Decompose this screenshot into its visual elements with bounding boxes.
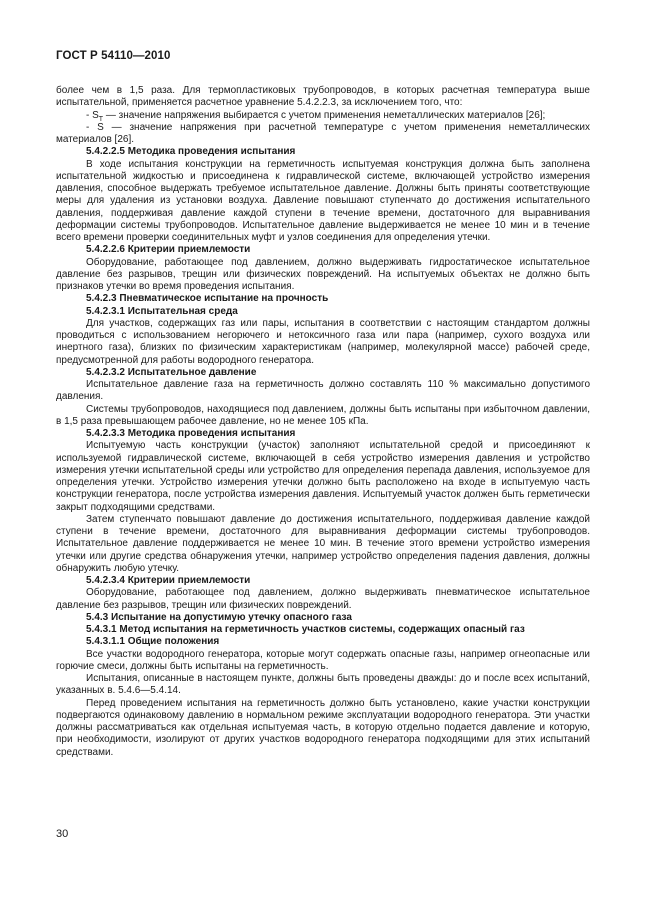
section-heading: 5.4.2.2.6 Критерии приемлемости <box>86 244 251 256</box>
section-heading: 5.4.3.1 Метод испытания на герметичность участков системы, содержащих опасный газ <box>86 624 525 635</box>
paragraph: Испытуемую часть конструкции (участок) заполняют испытательной средой и присоединяют к используемой гидравлической системе, включающей в себя устройство измерения давления и устройство измерения утечки испытательной среды или устройство для определения перепада давления, используемое для определения утечки. Устройство измерения утечки должно быть расположено на входе в испытуемую часть конструкции генератора, после устройства измерения давления. Испытуемый участок должен быть герметически закрыт подходящими средствами. <box>56 440 590 513</box>
paragraph: Испытания, описанные в настоящем пункте, должны быть проведены дважды: до и после всех испытаний, указанных в. 5.4.6—5.4.14. <box>56 673 590 697</box>
paragraph: Оборудование, работающее под давлением, должно выдерживать пневматическое испытательное давление без разрывов, трещин или физических повреждений. <box>56 587 590 611</box>
section-heading: 5.4.2.3.2 Испытательное давление <box>86 366 257 378</box>
paragraph: Испытательное давление газа на герметичность должно составлять 110 % максимально допустимого давления. <box>56 379 590 403</box>
paragraph: Системы трубопроводов, находящиеся под давлением, должны быть испытаны при избыточном давлении, в 1,5 раза превышающем рабочее давление, но не менее 105 кПа. <box>56 403 590 427</box>
paragraph: В ходе испытания конструкции на герметичность испытуемая конструкция должна быть заполнена испытательной жидкостью и присоединена к гидравлической системе, включающей устройство измерения давления, способное выдержать требуемое испытательное давление. Должны быть приняты соответствующие меры для удаления из установки воздуха. Давление повышают ступенчато до достижения испытательного давления, поддерживая давление каждой ступени в течение времени, достаточного для выравнивания деформации системы трубопроводов. Испытательное давление выдерживается не менее 10 мин и в течение всего времени проверки соединительных муфт и узлов соединения для определения утечки. <box>56 158 590 243</box>
paragraph: Затем ступенчато повышают давление до достижения испытательного, поддерживая давление каждой ступени в течение времени, достаточного для выравнивания деформации системы трубопроводов. Испытательное давление поддерживается не менее 10 мин. В течение этого времени устройство измерения утечки или другие средства обнаружения утечки, например устройство определения падения давления, должны обнаружить любую утечку. <box>56 513 590 574</box>
paragraph: Для участков, содержащих газ или пары, испытания в соответствии с настоящим стандартом должны проводиться с использованием негорючего и нетоксичного газа или пара (например, сухого воздуха или инертного газа), близких по физическим характеристикам (например, молекулярной массе) рабочей среде, предусмотренной для работы водородного генератора. <box>56 317 590 366</box>
document-body <box>56 85 590 759</box>
section-heading: 5.4.2.3.3 Методика проведения испытания <box>86 428 296 439</box>
paragraph: более чем в 1,5 раза. Для термопластиковых трубопроводов, в которых расчетная температура выше испытательной, применяется расчетное уравнение 5.4.2.2.3, за исключением того, что: <box>56 85 590 109</box>
paragraph: Оборудование, работающее под давлением, должно выдерживать гидростатическое испытательное давление без разрывов, трещин или физических повреждений. На испытуемых объектах не должно быть признаков утечки во время проведения испытания. <box>56 256 590 292</box>
paragraph: - S — значение напряжения при расчетной температуре с учетом применения неметаллических материалов [26]. <box>56 121 590 145</box>
page-number: 30 <box>56 828 69 840</box>
section-heading: 5.4.3.1.1 Общие положения <box>86 636 220 648</box>
paragraph: Все участки водородного генератора, которые могут содержать опасные газы, например огнеопасные или горючие смеси, должны быть испытаны на герметичность. <box>56 648 590 672</box>
section-heading: 5.4.3 Испытание на допустимую утечку опасного газа <box>86 611 352 623</box>
document-header: ГОСТ Р 54110—2010 <box>56 50 171 62</box>
section-heading: 5.4.2.3.1 Испытательная среда <box>86 305 238 317</box>
st-symbol: - S <box>86 109 99 121</box>
section-heading: 5.4.2.2.5 Методика проведения испытания <box>86 146 296 158</box>
paragraph: Перед проведением испытания на герметичность должно быть установлено, какие участки конструкции подвергаются одинаковому давлению в нормальном режиме эксплуатации водородного генератора. Эти участки должны рассматриваться как отдельная испытуемая часть, в которую отдельно подается давление и которую, при необходимости, изолируют от других участков водородного генератора подходящими для этих испытаний средствами. <box>56 697 590 758</box>
st-definition-text: — значение напряжения выбирается с учетом применения неметаллических материалов [26]; <box>103 109 546 121</box>
paragraph-st-definition <box>56 110 590 122</box>
section-heading: 5.4.2.3 Пневматическое испытание на прочность <box>86 293 329 305</box>
section-heading: 5.4.2.3.4 Критерии приемлемости <box>86 575 251 586</box>
st-subscript: T <box>98 115 104 123</box>
